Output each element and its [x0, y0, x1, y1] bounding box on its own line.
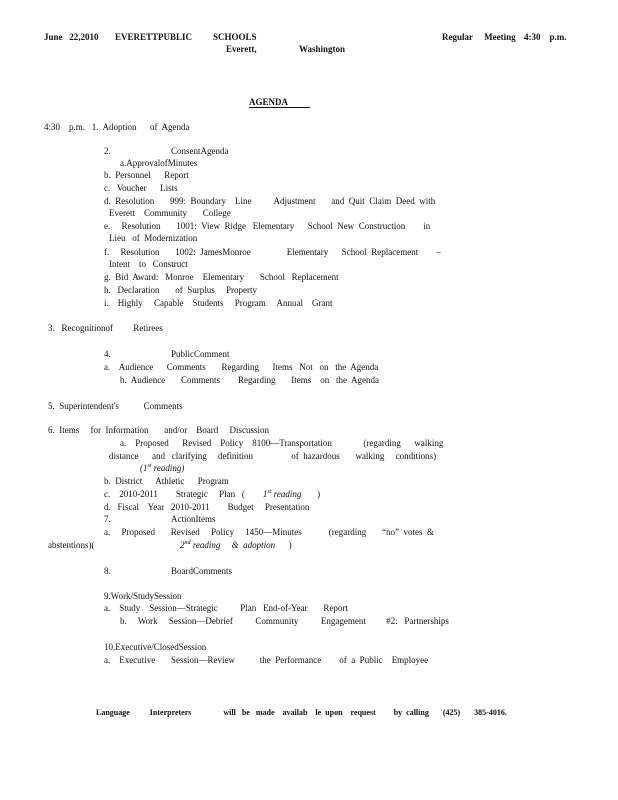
district-schools: SCHOOLS [213, 32, 257, 42]
action-title: ActionItems [171, 514, 216, 524]
agenda-title: AGENDA [249, 97, 310, 108]
consent-item-g: g. Bid Award: Monroe Elementary School Replacement [104, 272, 339, 282]
consent-item-f: f. Resolution 1002: JamesMonroe Elementary School Replacement – [104, 247, 441, 257]
info-item-a: a. Proposed Revised Policy 8100—Transportation (regarding walking [120, 438, 444, 448]
info-item-a-cont: distance and clarifying definition of hazardous walking conditions) [109, 451, 437, 461]
meeting-state: Washington [299, 44, 346, 54]
info-item-b: b. District Athletic Program [104, 476, 229, 486]
exec-title: 10.Executive/ClosedSession [104, 642, 207, 652]
consent-item-h: h. Declaration of Surplus Property [104, 285, 257, 295]
consent-item-e-cont: Lieu of Modernization [109, 233, 198, 243]
board-number: 8. [104, 566, 111, 576]
info-title: 6. Items for Information and/or Board Discussion [48, 425, 269, 435]
interpreter-notice: Language Interpreters will be made availab le upon request by calling (425) 385-4016. [96, 708, 507, 717]
item-retirees: 3. Recognitionof Retirees [48, 323, 163, 333]
consent-number: 2. [104, 146, 111, 156]
info-item-c: c. 2010-2011 Strategic Plan ( 1st reading ) [104, 489, 321, 499]
work-item-b: b. Work Session—Debrief Community Engagement #2: Partnerships [120, 616, 449, 626]
action-number: 7. [104, 514, 111, 524]
district-name: EVERETTPUBLIC [115, 32, 193, 42]
meeting-city: Everett, [226, 44, 257, 54]
consent-title: ConsentAgenda [171, 146, 229, 156]
item-adoption: 4:30 p.m. 1. Adoption of Agenda [44, 122, 190, 132]
board-title: BoardComments [171, 566, 232, 576]
work-item-a: a. Study Session—Strategic Plan End-of-Year Report [104, 603, 348, 613]
meeting-time: 4:30 p.m. [524, 32, 567, 42]
consent-item-i: i. Highly Capable Students Program Annual Grant [104, 298, 333, 308]
action-item-a: a. Proposed Revised Policy 1450—Minutes (regarding “no” votes & [104, 527, 434, 537]
public-item-a: a. Audience Comments Regarding Items Not on the Agenda [104, 362, 379, 372]
meeting-type: Regular Meeting [442, 32, 516, 42]
consent-item-f-cont: Intent to Construct [109, 259, 188, 269]
work-title: 9.Work/StudySession [104, 591, 182, 601]
consent-item-e: e. Resolution 1001: View Ridge Elementary School New Construction in [104, 221, 431, 231]
item-superintendent: 5. Superintendent's Comments [48, 401, 183, 411]
action-item-a-cont: abstentions)( 2nd reading & adoption ) [48, 540, 292, 550]
consent-item-b: b. Personnel Report [104, 170, 189, 180]
public-item-b: b. Audience Comments Regarding Items on the Agenda [120, 375, 379, 385]
info-item-d: d. Fiscal Year 2010-2011 Budget Presentation [104, 502, 310, 512]
consent-item-c: c. Voucher Lists [104, 183, 178, 193]
meeting-date: June 22,2010 [44, 32, 99, 42]
consent-item-d-cont: Everett Community College [109, 208, 231, 218]
exec-item-a: a. Executive Session—Review the Performance of a Public Employee [104, 655, 429, 665]
info-item-a-reading: (1st reading) [140, 463, 185, 473]
public-title: PublicComment [171, 349, 230, 359]
consent-item-d: d. Resolution 999: Boundary Line Adjustment and Quit Claim Deed with [104, 196, 436, 206]
public-number: 4. [104, 349, 111, 359]
consent-item-a: a.ApprovalofMinutes [120, 158, 198, 168]
